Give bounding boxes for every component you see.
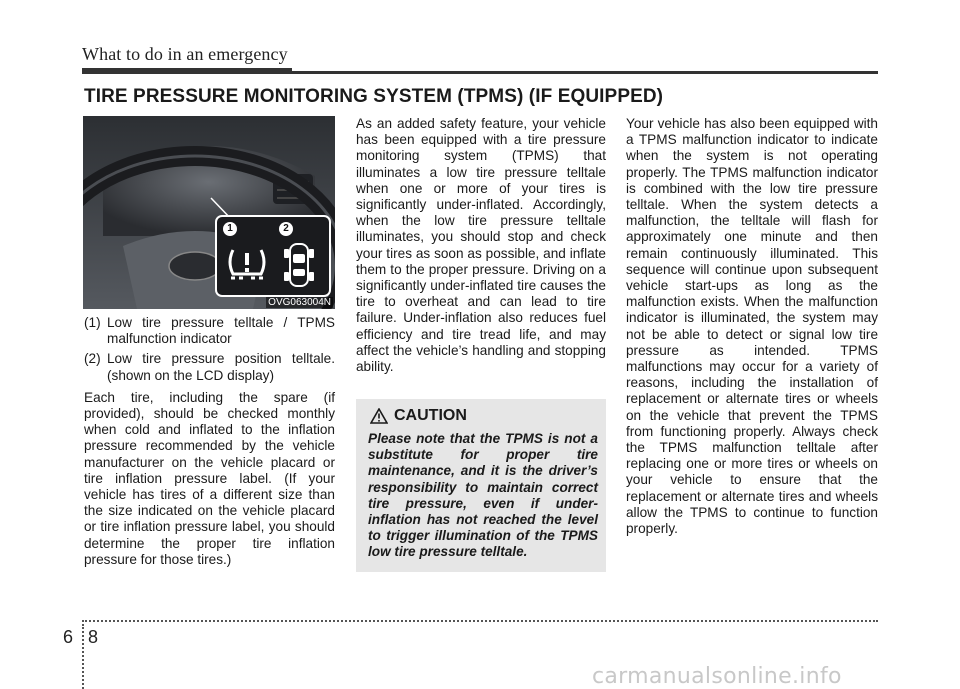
- list-item-text: Low tire pressure telltale / TPMS malfunction indicator: [107, 315, 335, 347]
- list-item-number: (2): [84, 351, 101, 367]
- list-item: [84, 315, 335, 347]
- list-item-text: Low tire pressure position telltale. (shown on the LCD display): [107, 351, 335, 383]
- section-title: TIRE PRESSURE MONITORING SYSTEM (TPMS) (IF EQUIPPED): [84, 86, 664, 107]
- callout-2: 2: [279, 222, 293, 236]
- low-tire-pressure-icon: [225, 244, 269, 284]
- page-number: 8: [88, 627, 99, 647]
- list-item-number: (1): [84, 315, 101, 330]
- middle-column: [356, 116, 606, 381]
- watermark: carmanualsonline.info: [592, 664, 842, 689]
- header-title: What to do in an emergency: [82, 44, 288, 64]
- list-item: [84, 351, 335, 383]
- chapter-number: 6: [63, 627, 74, 647]
- tire-position-icon: [281, 240, 317, 290]
- dashboard-figure: [83, 116, 335, 309]
- warning-triangle-icon: [370, 408, 388, 424]
- callout-1: 1: [223, 222, 237, 236]
- caution-box: [356, 399, 606, 572]
- header-rule: [82, 71, 878, 74]
- right-column: [626, 116, 878, 543]
- legend-list: [84, 315, 335, 384]
- right-paragraph: Your vehicle has also been equipped with a TPMS malfunction indicator to indicate when the system is not operating properly. The TPMS malfunction indicator is combined with the low tire pressure telltale. When the system detects a malfunction, the telltale will flash for approximately one minute and then remain continuously illuminated. This sequence will continue upon subsequent vehicle start-ups as long as the malfunction exists. When the malfunction indicator is illuminated, the system may not be able to detect or signal low tire pressure as intended. TPMS malfunctions may occur for a variety of reasons, including the installation of replacement or alternate tires or wheels on the vehicle that prevent the TPMS from functioning properly. Always check the TPMS malfunction telltale after replacing one or more tires or wheels on your vehicle to ensure that the replacement or alternate tires and wheels allow the TPMS to continue to function properly.: [626, 116, 878, 537]
- caution-heading-text: CAUTION: [394, 407, 467, 424]
- figure-code: OVG063004N: [268, 297, 331, 308]
- caution-heading: [370, 407, 467, 425]
- left-paragraph: Each tire, including the spare (if provided), should be checked monthly when cold and inflated to the inflation pressure recommended by the vehicle manufacturer on the vehicle placard or tire inflation pressure label. (If your vehicle has tires of a different size than the size indicated on the vehicle placard or tire inflation pressure label, you should determine the proper tire inflation pressure for those tires.): [84, 389, 335, 567]
- left-column: [84, 315, 335, 574]
- caution-body: Please note that the TPMS is not a substitute for proper tire maintenance, and it is the driver’s responsibility to maintain correct tire pressure, even if under-inflation has not reached the level to trigger illumination of the TPMS low tire pressure telltale.: [368, 431, 598, 560]
- footer-rule: [82, 620, 878, 622]
- middle-paragraph: As an added safety feature, your vehicle has been equipped with a tire pressure monitoring system (TPMS) that illuminates a low tire pressure telltale when one or more of your tires is significantly under-inflated. Accordingly, when the low tire pressure telltale illuminates, you should stop and check your tires as soon as possible, and inflate them to the proper pressure. Driving on a significantly under-inflated tire causes the tire to overheat and can lead to tire failure. Under-inflation also reduces fuel efficiency and tire tread life, and may affect the vehicle’s handling and stopping ability.: [356, 116, 606, 375]
- footer-vline: [82, 624, 84, 689]
